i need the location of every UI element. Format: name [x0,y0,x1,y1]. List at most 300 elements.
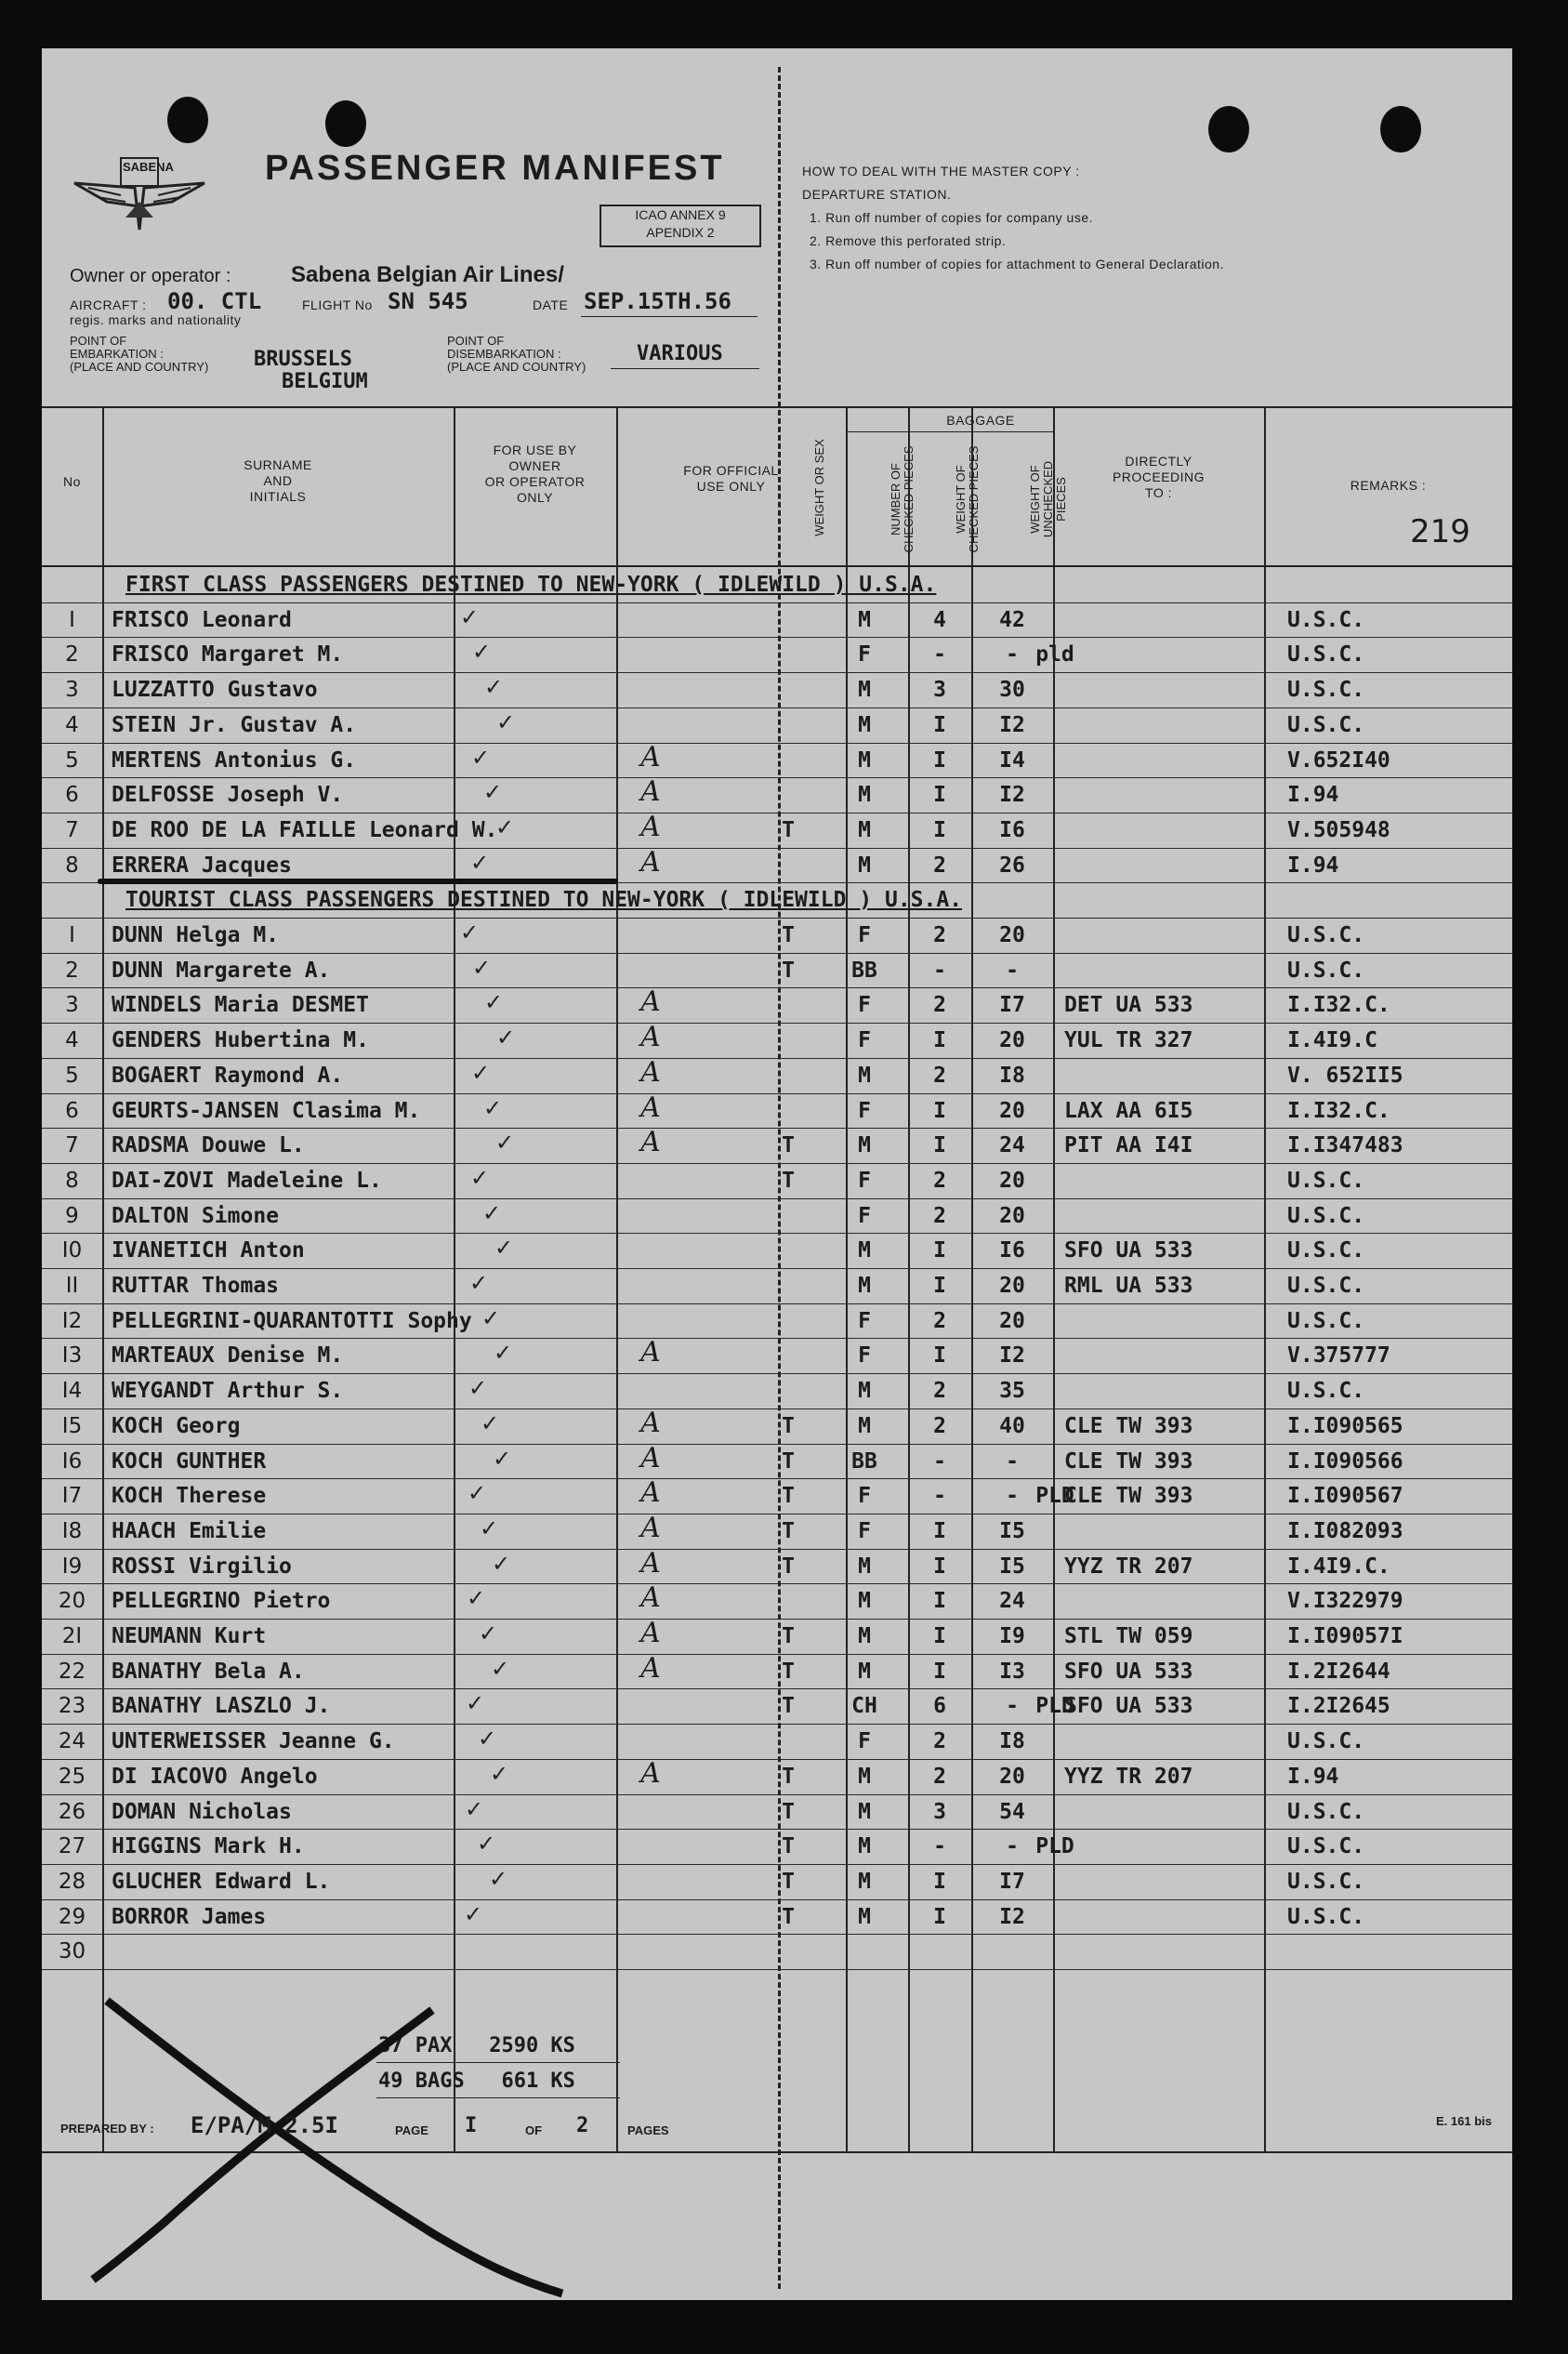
cell-ts: T [782,1413,795,1438]
cell-sex: M [858,607,871,632]
cell-rem: U.S.C. [1287,1238,1365,1263]
baggage-divider [846,431,1053,432]
check-mark-icon: ✓ [489,1865,508,1892]
cell-rem: V.652I40 [1287,747,1390,773]
cell-no: 30 [58,1939,86,1964]
cell-sex: M [858,1133,871,1158]
cell-no: I [69,607,75,632]
disembark-underline [611,368,759,369]
cell-sex: F [858,1729,871,1754]
row-divider [42,1163,1512,1164]
cell-sex: F [858,642,871,668]
column-header-checked-pieces: NUMBER OF CHECKED PIECES [889,445,916,553]
cell-name: ERRERA Jacques [112,853,292,878]
cell-pcs: I [933,1869,946,1894]
logo-text: SABENA [123,160,174,174]
check-mark-icon: ✓ [460,603,480,630]
cell-no: 24 [58,1729,86,1754]
cell-mark: A [640,1617,661,1649]
row-divider [42,1583,1512,1584]
column-header-owner-line: OR OPERATOR [484,474,586,489]
cell-ts: T [782,1659,795,1684]
page-title: PASSENGER MANIFEST [265,149,725,188]
cell-sex: M [858,1238,871,1263]
cell-ts: T [782,1518,795,1543]
cell-rem: U.S.C. [1287,1168,1365,1193]
cell-no: 23 [58,1694,86,1719]
regis-label: regis. marks and nationality [70,312,242,327]
cell-name: STEIN Jr. Gustav A. [112,712,357,737]
row-divider [42,848,1512,849]
column-header-official [616,463,846,495]
punch-hole [1208,106,1249,152]
check-mark-icon: ✓ [467,1585,486,1612]
column-header-name [102,457,454,505]
cell-pcs: 2 [933,923,946,947]
cell-sex: M [858,783,871,808]
cell-pcs: 2 [933,1203,946,1228]
cell-wt: 40 [999,1413,1025,1438]
cell-wt: I2 [999,1904,1025,1929]
row-divider [42,777,1512,778]
check-mark-icon: ✓ [484,674,504,701]
cell-wt: I2 [999,1343,1025,1369]
cell-name: DELFOSSE Joseph V. [112,783,344,808]
check-mark-icon: ✓ [471,1059,491,1086]
cell-unch: PLD [1035,1694,1074,1719]
cell-no: 6 [65,783,79,808]
instructions-block [802,160,1224,276]
flight-label: FLIGHT No [302,298,373,312]
column-header-proceeding-line: TO : [1145,485,1172,500]
cell-name: MARTEAUX Denise M. [112,1343,344,1369]
check-mark-icon: ✓ [465,1795,484,1822]
cell-sex: M [858,817,871,842]
row-divider [42,1128,1512,1129]
check-mark-icon: ✓ [468,1375,488,1402]
cell-wt: 20 [999,1098,1025,1123]
of-label: OF [525,2123,543,2137]
cell-rem: I.94 [1287,783,1339,808]
pages-label: PAGES [627,2123,669,2137]
cell-sex: M [858,1834,871,1859]
cell-ts: T [782,1904,795,1929]
cell-pcs: I [933,712,946,737]
cell-rem: U.S.C. [1287,958,1365,983]
check-mark-icon: ✓ [494,1235,514,1262]
cell-pcs: - [933,642,946,668]
cell-name: ROSSI Virgilio [112,1554,292,1579]
cell-no: 3 [65,678,79,703]
cell-rem: U.S.C. [1287,1799,1365,1824]
row-divider [42,1794,1512,1795]
cell-sex: F [858,1098,871,1123]
column-header-unchecked-weight: WEIGHT OF UNCHECKED PIECES [1028,460,1068,538]
cell-name: FRISCO Leonard [112,607,292,632]
cell-name: DUNN Helga M. [112,923,280,947]
cell-pcs: I [933,1133,946,1158]
page-label: PAGE [395,2123,428,2137]
cell-rem: I.4I9.C [1287,1028,1377,1053]
embark-label-1: POINT OF [70,334,127,348]
cell-no: 4 [65,712,79,737]
cell-wt: 35 [999,1379,1025,1404]
punch-hole [325,100,366,147]
cell-pcs: I [933,1904,946,1929]
cell-mark: A [640,1651,661,1685]
cell-no: 7 [65,1133,79,1158]
disembark-value: VARIOUS [637,342,723,365]
cell-mark: A [640,1091,661,1124]
check-mark-icon: ✓ [470,849,490,876]
cell-sex: M [858,1624,871,1648]
row-divider [42,1058,1512,1059]
embark-value-1: BRUSSELS [254,348,352,371]
cell-pcs: 2 [933,1379,946,1404]
row-divider [42,637,1512,638]
embark-label-3: (PLACE AND COUNTRY) [70,360,209,374]
embark-label-2: EMBARKATION : [70,347,164,361]
cross-out-mark [79,1982,600,2298]
cell-rem: I.2I2645 [1287,1694,1390,1719]
cell-pcs: 2 [933,1764,946,1789]
cell-dest: YYZ TR 207 [1064,1764,1193,1789]
cell-rem: I.94 [1287,1764,1339,1789]
row-divider [42,1759,1512,1760]
cell-wt: - [1006,642,1019,668]
cell-rem: V.375777 [1287,1343,1390,1369]
check-mark-icon: ✓ [478,1726,497,1752]
cell-wt: I8 [999,1063,1025,1088]
cell-rem: U.S.C. [1287,642,1365,668]
page-stamp-number: 219 [1410,513,1470,550]
cell-sex: M [858,853,871,878]
instruction-item: 3. Run off number of copies for attachment to General Declaration. [810,257,1224,271]
cell-mark: A [640,985,661,1019]
cell-rem: U.S.C. [1287,1834,1365,1859]
cell-pcs: I [933,1624,946,1648]
row-divider [42,1338,1512,1339]
cell-mark: A [640,1476,661,1510]
check-mark-icon: ✓ [483,779,503,806]
cell-dest: STL TW 059 [1064,1624,1193,1648]
cell-wt: - [1006,958,1019,983]
cell-rem: U.S.C. [1287,1274,1365,1298]
cell-wt: I5 [999,1518,1025,1543]
cell-name: KOCH GUNTHER [112,1448,267,1474]
embark-value-2: BELGIUM [282,370,368,393]
cell-pcs: I [933,1518,946,1543]
cell-sex: BB [851,958,877,983]
check-mark-icon: ✓ [470,1164,490,1191]
section-separator [98,879,618,884]
cell-name: BOGAERT Raymond A. [112,1063,344,1088]
cell-rem: U.S.C. [1287,1308,1365,1333]
cell-no: 8 [65,853,79,878]
check-mark-icon: ✓ [493,1445,512,1472]
cell-mark: A [640,740,661,774]
column-header-official-line: USE ONLY [696,479,766,494]
icao-line-2: APENDIX 2 [646,225,715,240]
row-divider [42,1654,1512,1655]
check-mark-icon: ✓ [469,1270,489,1296]
totals-line-1: 37 PAX 2590 KS [378,2034,575,2057]
column-divider [1053,408,1055,2151]
cell-no: 20 [58,1589,86,1614]
cell-sex: M [858,1869,871,1894]
cell-name: GEURTS-JANSEN Clasima M. [112,1098,421,1123]
cell-mark: A [640,845,661,879]
cell-pcs: I [933,747,946,773]
check-mark-icon: ✓ [460,919,480,946]
cell-sex: M [858,747,871,773]
cell-name: BANATHY Bela A. [112,1659,305,1684]
cell-dest: DET UA 533 [1064,993,1193,1018]
check-mark-icon: ✓ [496,1025,516,1051]
cell-name: WINDELS Maria DESMET [112,993,369,1018]
cell-pcs: 2 [933,1729,946,1754]
cell-mark: A [640,1581,661,1615]
check-mark-icon: ✓ [496,708,516,735]
cell-ts: T [782,1764,795,1789]
cell-wt: I6 [999,817,1025,842]
cell-pcs: I [933,1343,946,1369]
manifest-sheet [42,48,1512,2300]
owner-label: Owner or operator : [70,266,231,286]
page-value: I [465,2114,478,2137]
check-mark-icon: ✓ [495,1130,515,1157]
icao-box [600,205,761,247]
cell-pcs: I [933,1238,946,1263]
cell-no: 29 [58,1904,86,1929]
cell-pcs: 2 [933,1063,946,1088]
cell-wt: 20 [999,923,1025,947]
cell-name: IVANETICH Anton [112,1238,305,1263]
of-value: 2 [576,2114,589,2137]
cell-sex: F [858,1028,871,1053]
cell-unch: PLD [1035,1834,1074,1859]
check-mark-icon: ✓ [481,1304,501,1331]
cell-mark: A [640,1756,661,1790]
cell-wt: - [1006,1448,1019,1474]
cell-no: I3 [61,1343,83,1369]
check-mark-icon: ✓ [490,1760,509,1787]
cell-no: 7 [65,817,79,842]
cell-name: BORROR James [112,1904,267,1929]
cell-sex: F [858,1168,871,1193]
cell-mark: A [640,810,661,843]
cell-wt: 24 [999,1589,1025,1614]
instructions-subtitle: DEPARTURE STATION. [802,187,952,202]
cell-rem: U.S.C. [1287,712,1365,737]
check-mark-icon: ✓ [482,1199,502,1226]
cell-pcs: I [933,1274,946,1298]
column-header-official-line: FOR OFFICIAL [683,463,779,478]
cell-wt: I2 [999,712,1025,737]
column-header-proceeding [1053,454,1264,501]
cell-no: 6 [65,1098,79,1123]
cell-no: I7 [61,1484,83,1509]
check-mark-icon: ✓ [492,1550,511,1577]
cell-sex: F [858,1484,871,1509]
cell-pcs: 2 [933,853,946,878]
prepared-label: PREPARED BY : [60,2122,154,2136]
cell-no: 9 [65,1203,79,1228]
cell-pcs: I [933,1554,946,1579]
column-header-owner-line: FOR USE BY [493,443,577,457]
column-header-no: No [63,474,81,489]
check-mark-icon: ✓ [466,1690,485,1717]
aircraft-value: 00. CTL [167,288,262,314]
check-mark-icon: ✓ [494,1340,513,1367]
cell-sex: M [858,1904,871,1929]
cell-sex: F [858,1308,871,1333]
cell-wt: 20 [999,1203,1025,1228]
cell-unch: PLD [1035,1484,1074,1509]
cell-sex: M [858,1764,871,1789]
cell-sex: F [858,1343,871,1369]
disembark-label-1: POINT OF [447,334,505,348]
cell-no: 22 [58,1659,86,1684]
cell-sex: CH [851,1694,877,1719]
date-label: DATE [533,298,569,312]
check-mark-icon: ✓ [472,954,492,981]
owner-value: Sabena Belgian Air Lines/ [291,262,564,287]
cell-pcs: I [933,1098,946,1123]
cell-no: 27 [58,1834,86,1859]
check-mark-icon: ✓ [464,1900,483,1927]
cell-mark: A [640,1511,661,1544]
check-mark-icon: ✓ [477,1831,496,1858]
column-divider [616,408,618,2151]
cell-rem: I.I347483 [1287,1133,1403,1158]
cell-rem: I.I090567 [1287,1484,1403,1509]
row-divider [42,1899,1512,1900]
cell-no: 2 [65,642,79,668]
cell-no: 26 [58,1799,86,1824]
cell-wt: 26 [999,853,1025,878]
cell-rem: V.I322979 [1287,1589,1403,1614]
cell-ts: T [782,1133,795,1158]
cell-name: RUTTAR Thomas [112,1274,280,1298]
cell-dest: LAX AA 6I5 [1064,1098,1193,1123]
disembark-label [447,335,586,374]
cell-pcs: 3 [933,678,946,703]
column-header-name-line: INITIALS [249,489,307,504]
row-divider [42,1829,1512,1830]
cell-ts: T [782,1694,795,1719]
cell-no: 5 [65,1063,79,1088]
cell-wt: I9 [999,1624,1025,1648]
cell-rem: U.S.C. [1287,1203,1365,1228]
flight-value: SN 545 [388,288,468,314]
cell-name: FRISCO Margaret M. [112,642,344,668]
date-value: SEP.15TH.56 [584,288,731,314]
row-divider [42,1619,1512,1620]
cell-no: I4 [61,1379,83,1404]
cell-mark: A [640,1021,661,1054]
cell-wt: I7 [999,1869,1025,1894]
cell-rem: I.I082093 [1287,1518,1403,1543]
cell-mark: A [640,1336,661,1369]
cell-no: I8 [61,1518,83,1543]
row-divider [42,1093,1512,1094]
cell-name: PELLEGRINO Pietro [112,1589,331,1614]
cell-name: DALTON Simone [112,1203,280,1228]
cell-no: I5 [61,1413,83,1438]
cell-wt: I5 [999,1554,1025,1579]
cell-wt: - [1006,1484,1019,1509]
cell-wt: 20 [999,1168,1025,1193]
row-divider [42,918,1512,919]
cell-sex: M [858,1554,871,1579]
cell-pcs: I [933,1028,946,1053]
cell-sex: F [858,1203,871,1228]
cell-pcs: 2 [933,1168,946,1193]
cell-no: 5 [65,747,79,773]
cell-ts: T [782,958,795,983]
cell-sex: F [858,1518,871,1543]
check-mark-icon: ✓ [468,1480,487,1507]
check-mark-icon: ✓ [484,989,504,1016]
row-divider [42,1233,1512,1234]
cell-rem: I.4I9.C. [1287,1554,1390,1579]
cell-dest: CLE TW 393 [1064,1448,1193,1474]
cell-dest: PIT AA I4I [1064,1133,1193,1158]
cell-name: GENDERS Hubertina M. [112,1028,369,1053]
disembark-label-2: DISEMBARKATION : [447,347,561,361]
cell-dest: SFO UA 533 [1064,1238,1193,1263]
cell-name: HIGGINS Mark H. [112,1834,305,1859]
cell-sex: M [858,678,871,703]
cell-dest: CLE TW 393 [1064,1484,1193,1509]
cell-no: I0 [61,1238,83,1263]
cell-sex: M [858,1274,871,1298]
cell-name: DE ROO DE LA FAILLE Leonard W. [112,817,498,842]
cell-wt: I8 [999,1729,1025,1754]
cell-rem: I.I32.C. [1287,993,1390,1018]
row-divider [42,1373,1512,1374]
instruction-item: 1. Run off number of copies for company use. [810,210,1094,225]
cell-name: UNTERWEISSER Jeanne G. [112,1729,395,1754]
cell-no: 2I [61,1624,83,1648]
cell-mark: A [640,1126,661,1159]
cell-ts: T [782,817,795,842]
cell-rem: U.S.C. [1287,1904,1365,1929]
cell-no: I9 [61,1554,83,1579]
column-header-owner [454,443,616,506]
cell-rem: I.I090566 [1287,1448,1403,1474]
cell-no: 25 [58,1764,86,1789]
cell-rem: U.S.C. [1287,1729,1365,1754]
cell-pcs: 2 [933,1413,946,1438]
cell-name: KOCH Therese [112,1484,267,1509]
punch-hole [1380,106,1421,152]
cell-name: DAI-ZOVI Madeleine L. [112,1168,382,1193]
icao-line-1: ICAO ANNEX 9 [635,207,726,222]
cell-pcs: I [933,783,946,808]
cell-name: LUZZATTO Gustavo [112,678,318,703]
cell-sex: M [858,1379,871,1404]
column-header-name-line: AND [263,473,293,488]
cell-name: GLUCHER Edward L. [112,1869,331,1894]
cell-sex: BB [851,1448,877,1474]
cell-rem: I.I09057I [1287,1624,1403,1648]
date-underline [581,316,758,317]
cell-no: I6 [61,1448,83,1474]
prepared-value: E/PA/M 2.5I [191,2112,338,2138]
punch-hole [167,97,208,143]
